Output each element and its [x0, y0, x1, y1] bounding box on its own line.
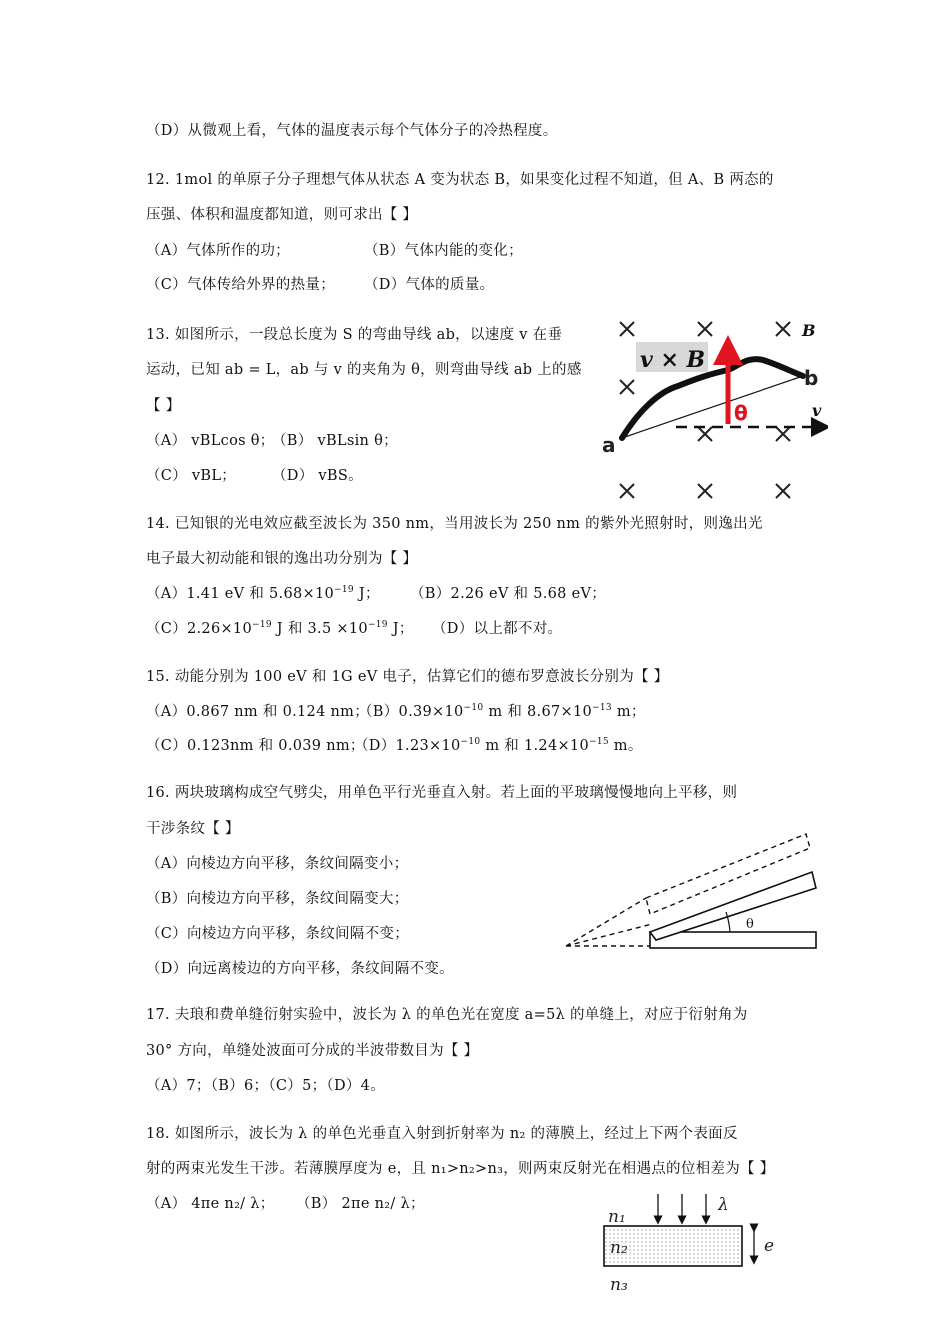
q13-figure: [598, 312, 828, 508]
q14-option-c: $(C)2.26\times 10^{-19}$ J 和 $3.5 \times 10^{-19}$ J；: [146, 620, 414, 637]
q13-option-b: （B） vBLsin θ；: [272, 433, 398, 449]
q14-stem-line2: 电子最大初动能和银的逸出功分别为【 】: [146, 551, 418, 567]
dashed-plate: [646, 834, 810, 914]
q15-option-c: （C）0.123nm 和 0.039 nm；: [146, 738, 365, 754]
q11-option-d: （D）从微观上看，气体的温度表示每个气体分子的冷热程度。: [146, 123, 558, 139]
label-v-cross-b: v × B: [640, 347, 706, 373]
q16-figure: [560, 826, 822, 954]
q16-option-c: （C）向棱边方向平移，条纹间隔不变；: [146, 926, 409, 942]
q13-stem-line1: 13. 如图所示，一段总长度为 S 的弯曲导线 ab，以速度 v 在垂: [146, 327, 563, 343]
q18-stem-line1: 18. 如图所示，波长为 λ 的单色光垂直入射到折射率为 n₂ 的薄膜上，经过上下两个表面反: [146, 1126, 738, 1142]
q13-stem-line2: 运动，已知 ab = L，ab 与 v 的夹角为 θ，则弯曲导线 ab 上的感: [146, 362, 582, 378]
label-velocity: v: [812, 401, 822, 420]
q13-option-c: （C） vBL；: [146, 468, 237, 484]
label-b-field: B: [802, 321, 816, 340]
label-point-b: b: [804, 366, 819, 390]
q18-option-b: （B） 2πe n₂/ λ；: [296, 1196, 425, 1212]
q13-stem-line3: 【 】: [146, 398, 181, 414]
q12-option-c: （C）气体传给外界的热量；: [146, 277, 335, 293]
q18-stem-line2: 射的两束光发生干涉。若薄膜厚度为 e，且 n₁>n₂>n₃，则两束反射光在相遇点的位相差为【 】: [146, 1161, 775, 1177]
q12-option-a: （A）气体所作的功；: [146, 243, 290, 259]
q16-stem-line2: 干涉条纹【 】: [146, 821, 240, 837]
q14-stem-line1: 14. 已知银的光电效应截至波长为 350 nm，当用波长为 250 nm 的紫外光照射时，则逸出光: [146, 516, 763, 532]
label-e: e: [764, 1236, 775, 1256]
q17-options: （A）7；（B）6；（C）5；（D）4。: [146, 1078, 385, 1094]
q13-option-a: （A） vBLcos θ；: [146, 433, 275, 449]
q12-stem-line2: 压强、体积和温度都知道，则可求出【 】: [146, 207, 418, 223]
q17-stem-line2: 30° 方向，单缝处波面可分成的半波带数目为【 】: [146, 1043, 479, 1059]
q14-option-d: （D）以上都不对。: [432, 621, 563, 637]
q15-option-d: $(D)1.23\times 10^{-10}$ m 和 $1.24\times 10^{-15}$ m。: [354, 737, 643, 754]
q17-stem-line1: 17. 夫琅和费单缝衍射实验中，波长为 λ 的单色光在宽度 a=5λ 的单缝上，对应于衍射角为: [146, 1007, 748, 1023]
q16-option-b: （B）向棱边方向平移，条纹间隔变大；: [146, 891, 409, 907]
q12-stem-line1: 12. 1mol 的单原子分子理想气体从状态 A 变为状态 B，如果变化过程不知道，但 A、B 两态的: [146, 172, 774, 188]
q18-option-a: （A） 4πe n₂/ λ；: [146, 1196, 275, 1212]
label-n2: n₂: [610, 1238, 628, 1258]
q18-figure: [600, 1188, 790, 1298]
q13-option-d: （D） vBS。: [272, 468, 363, 484]
label-theta: θ: [734, 401, 748, 425]
q16-option-a: （A）向棱边方向平移，条纹间隔变小；: [146, 856, 409, 872]
q12-option-d: （D）气体的质量。: [364, 277, 495, 293]
q15-stem-line1: 15. 动能分别为 100 eV 和 1G eV 电子，估算它们的德布罗意波长分别为【 】: [146, 669, 669, 685]
label-lambda: λ: [718, 1195, 729, 1215]
q15-option-b: $(B)0.39\times 10^{-10}$ m 和 $8.67\times 10^{-13}$ m；: [358, 703, 646, 720]
q14-option-a: （A）1.41 eV 和 $5.68\times 10^{-19}$ J；: [146, 585, 380, 602]
label-n1: n₁: [608, 1207, 626, 1227]
q14-option-b: （B）2.26 eV 和 5.68 eV；: [410, 586, 607, 602]
q15-option-a: （A）0.867 nm 和 0.124 nm；: [146, 704, 370, 720]
label-n3: n₃: [610, 1275, 628, 1295]
q12-option-b: （B）气体内能的变化；: [364, 243, 523, 259]
label-point-a: a: [602, 433, 616, 457]
q16-stem-line1: 16. 两块玻璃构成空气劈尖，用单色平行光垂直入射。若上面的平玻璃慢慢地向上平移，则: [146, 785, 738, 801]
top-glass-plate: [650, 872, 816, 940]
q16-option-d: （D）向远离棱边的方向平移，条纹间隔不变。: [146, 961, 454, 977]
label-theta: θ: [746, 917, 754, 932]
